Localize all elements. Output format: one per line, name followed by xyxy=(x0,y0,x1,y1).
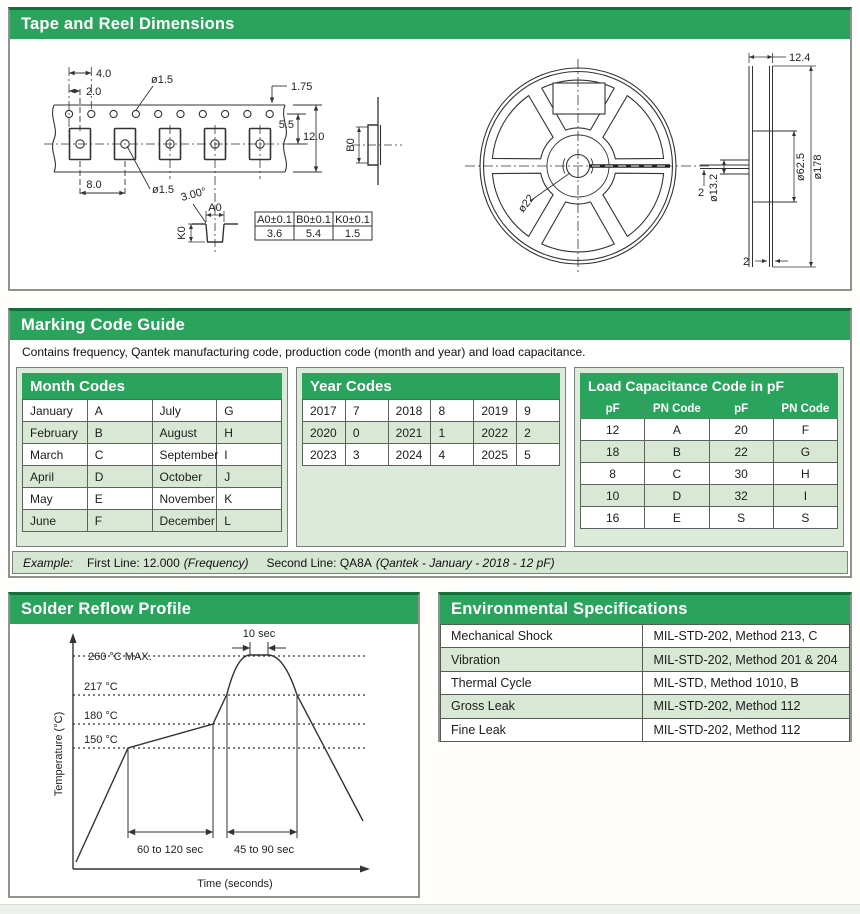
reflow-chart xyxy=(10,624,418,895)
cell: 2019 xyxy=(474,400,517,422)
spec-name: Gross Leak xyxy=(441,695,643,718)
spec-value: MIL-STD-202, Method 213, C xyxy=(643,625,850,648)
guide-lines xyxy=(128,694,297,838)
table-row xyxy=(441,671,850,694)
table-row xyxy=(303,422,560,444)
chart-labels xyxy=(53,628,294,890)
tape-reel-drawing xyxy=(10,39,850,288)
reflow-title: Solder Reflow Profile xyxy=(21,600,192,618)
dims-table-value-k0: 1.5 xyxy=(344,228,361,240)
year-codes-panel xyxy=(296,367,566,547)
cell: 32 xyxy=(709,485,773,507)
cell: A xyxy=(645,419,709,441)
tape-dim-labels xyxy=(86,68,370,240)
environmental-body xyxy=(440,624,850,742)
table-row xyxy=(23,488,282,510)
dim-phi22: ø22 xyxy=(515,192,538,215)
table-row xyxy=(581,485,838,507)
spec-value: MIL-STD-202, Method 112 xyxy=(643,718,850,741)
load-capacitance-panel xyxy=(574,367,844,547)
cell: 4 xyxy=(431,444,474,466)
dim-phi15-bottom: ø1.5 xyxy=(152,184,175,196)
cell: 12 xyxy=(581,419,645,441)
cell: B xyxy=(87,422,152,444)
cell: F xyxy=(773,419,837,441)
example-label: Example: xyxy=(23,555,74,570)
cell: 2022 xyxy=(474,422,517,444)
section-reflow xyxy=(8,592,420,898)
cell: 30 xyxy=(709,463,773,485)
cell: H xyxy=(773,463,837,485)
dim-phi15-top: ø1.5 xyxy=(151,74,174,86)
table-row xyxy=(441,718,850,741)
dim-a0: A0 xyxy=(208,202,222,214)
cell: I xyxy=(217,444,282,466)
spec-value: MIL-STD-202, Method 112 xyxy=(643,695,850,718)
label-45-90sec: 45 to 90 sec xyxy=(234,844,294,856)
cell: February xyxy=(23,422,88,444)
label-150c: 150 °C xyxy=(84,734,118,746)
cell: 2017 xyxy=(303,400,346,422)
reel-front-drawing xyxy=(465,59,712,275)
dim-phi13-2: ø13.2 xyxy=(708,173,720,202)
cell: 2018 xyxy=(388,400,431,422)
cell: C xyxy=(645,463,709,485)
spec-name: Mechanical Shock xyxy=(441,625,643,648)
table-row xyxy=(581,463,838,485)
cell: July xyxy=(152,400,217,422)
cell: 2025 xyxy=(474,444,517,466)
cell: May xyxy=(23,488,88,510)
environmental-table xyxy=(440,624,850,742)
load-capacitance-table xyxy=(580,399,838,529)
marking-example-bar xyxy=(12,551,848,574)
cell: K xyxy=(217,488,282,510)
cell: F xyxy=(87,510,152,532)
table-row xyxy=(23,510,282,532)
label-180c: 180 °C xyxy=(84,710,118,722)
cell: 0 xyxy=(345,422,388,444)
cell: G xyxy=(773,441,837,463)
year-codes-table xyxy=(302,399,560,466)
dim-12-0: 12.0 xyxy=(303,131,325,143)
cell: 2021 xyxy=(388,422,431,444)
dim-2-0: 2.0 xyxy=(86,86,102,98)
label-217c: 217 °C xyxy=(84,681,118,693)
dims-table-value-a0: 3.6 xyxy=(266,228,283,240)
cell: D xyxy=(645,485,709,507)
cell: 5 xyxy=(517,444,560,466)
dims-table-value-b0: 5.4 xyxy=(305,228,322,240)
dim-4-0: 4.0 xyxy=(96,68,112,80)
dim-5-5: 5.5 xyxy=(278,119,294,131)
cell: 8 xyxy=(581,463,645,485)
table-row xyxy=(303,400,560,422)
page-title: Tape and Reel Dimensions xyxy=(21,15,235,33)
section-header-tape-reel xyxy=(10,10,850,39)
column-header: PN Code xyxy=(773,400,837,419)
cell: December xyxy=(152,510,217,532)
marking-body xyxy=(10,340,850,577)
example-first-line: First Line: 12.000 xyxy=(87,555,180,570)
dim-b0: B0 xyxy=(345,138,357,152)
table-row xyxy=(441,695,850,718)
cell: June xyxy=(23,510,88,532)
tape-side-view xyxy=(352,97,402,185)
x-axis-arrow xyxy=(360,866,370,873)
label-10sec: 10 sec xyxy=(242,628,276,640)
table-row xyxy=(581,419,838,441)
month-codes-title: Month Codes xyxy=(22,373,282,399)
dims-table-header-a0: A0±0.1 xyxy=(257,214,292,226)
cell: 2023 xyxy=(303,444,346,466)
cell: 2020 xyxy=(303,422,346,444)
dim-k0: K0 xyxy=(176,226,188,240)
spec-value: MIL-STD-202, Method 201 & 204 xyxy=(643,648,850,671)
table-row xyxy=(303,444,560,466)
section-tape-reel xyxy=(8,7,852,291)
sprocket-holes xyxy=(65,110,273,117)
month-codes-table xyxy=(22,399,282,532)
cell: I xyxy=(773,485,837,507)
cell: 9 xyxy=(517,400,560,422)
cell: C xyxy=(87,444,152,466)
month-codes-panel xyxy=(16,367,288,547)
cell: August xyxy=(152,422,217,444)
reflow-profile-line xyxy=(76,655,363,862)
cell: April xyxy=(23,466,88,488)
dim-12-4: 12.4 xyxy=(789,52,811,64)
dim-phi178: ø178 xyxy=(812,154,824,180)
table-row xyxy=(23,466,282,488)
next-section-edge xyxy=(0,904,860,914)
cell: E xyxy=(645,507,709,529)
cell: September xyxy=(152,444,217,466)
load-capacitance-title: Load Capacitance Code in pF xyxy=(580,373,838,399)
cell: 3 xyxy=(345,444,388,466)
table-row xyxy=(23,400,282,422)
environmental-title: Environmental Specifications xyxy=(451,600,688,618)
cell: October xyxy=(152,466,217,488)
y-axis-label: Temperature (°C) xyxy=(53,711,65,797)
cell: March xyxy=(23,444,88,466)
cell: January xyxy=(23,400,88,422)
dims-table-header-k0: K0±0.1 xyxy=(335,214,370,226)
dim-2-flange: 2 xyxy=(743,256,750,268)
cell: 8 xyxy=(431,400,474,422)
label-260c: 260 °C MAX. xyxy=(88,651,152,663)
column-header: PN Code xyxy=(645,400,709,419)
example-second-note: (Qantek - January - 2018 - 12 pF) xyxy=(375,555,555,570)
dim-angle-3-00: 3.00° xyxy=(179,185,208,204)
dim-phi62-5: ø62.5 xyxy=(795,152,807,182)
section-marking-code xyxy=(8,308,852,578)
section-header-reflow xyxy=(10,595,418,624)
dim-1-75: 1.75 xyxy=(291,81,313,93)
cell: S xyxy=(773,507,837,529)
cell: D xyxy=(87,466,152,488)
cell: S xyxy=(709,507,773,529)
cell: 7 xyxy=(345,400,388,422)
table-header-row xyxy=(581,400,838,419)
example-second-line: Second Line: QA8A xyxy=(266,555,372,570)
cell: 18 xyxy=(581,441,645,463)
cell: November xyxy=(152,488,217,510)
cell: 22 xyxy=(709,441,773,463)
table-row xyxy=(23,444,282,466)
dims-table-header-b0: B0±0.1 xyxy=(296,214,331,226)
section-header-marking xyxy=(10,311,850,340)
cell: L xyxy=(217,510,282,532)
table-row xyxy=(581,507,838,529)
cell: 20 xyxy=(709,419,773,441)
cell: A xyxy=(87,400,152,422)
dim-8-0: 8.0 xyxy=(86,179,102,191)
cell: H xyxy=(217,422,282,444)
cell: 2024 xyxy=(388,444,431,466)
label-60-120sec: 60 to 120 sec xyxy=(136,844,204,856)
reel-label-window xyxy=(553,83,605,114)
tape-reel-body xyxy=(10,39,850,288)
example-first-note: (Frequency) xyxy=(183,555,249,570)
y-axis-arrow xyxy=(70,633,77,643)
spec-value: MIL-STD, Method 1010, B xyxy=(643,671,850,694)
cell: 10 xyxy=(581,485,645,507)
spec-name: Thermal Cycle xyxy=(441,671,643,694)
spec-name: Vibration xyxy=(441,648,643,671)
section-header-environmental xyxy=(440,595,850,624)
dim-2-slot: 2 xyxy=(698,187,705,199)
section-environmental xyxy=(438,592,852,742)
cell: E xyxy=(87,488,152,510)
table-row xyxy=(441,648,850,671)
year-codes-title: Year Codes xyxy=(302,373,560,399)
marking-title: Marking Code Guide xyxy=(21,316,186,334)
spec-name: Fine Leak xyxy=(441,718,643,741)
column-header: pF xyxy=(581,400,645,419)
cell: G xyxy=(217,400,282,422)
cell: 16 xyxy=(581,507,645,529)
reflow-body xyxy=(10,624,418,895)
cell: 1 xyxy=(431,422,474,444)
marking-description: Contains frequency, Qantek manufacturing code, production code (month and year) and load capacitance. xyxy=(22,345,586,359)
cell: B xyxy=(645,441,709,463)
column-header: pF xyxy=(709,400,773,419)
cell: J xyxy=(217,466,282,488)
cell: 2 xyxy=(517,422,560,444)
x-axis-label: Time (seconds) xyxy=(197,878,273,890)
table-row xyxy=(581,441,838,463)
table-row xyxy=(23,422,282,444)
table-row xyxy=(441,625,850,648)
